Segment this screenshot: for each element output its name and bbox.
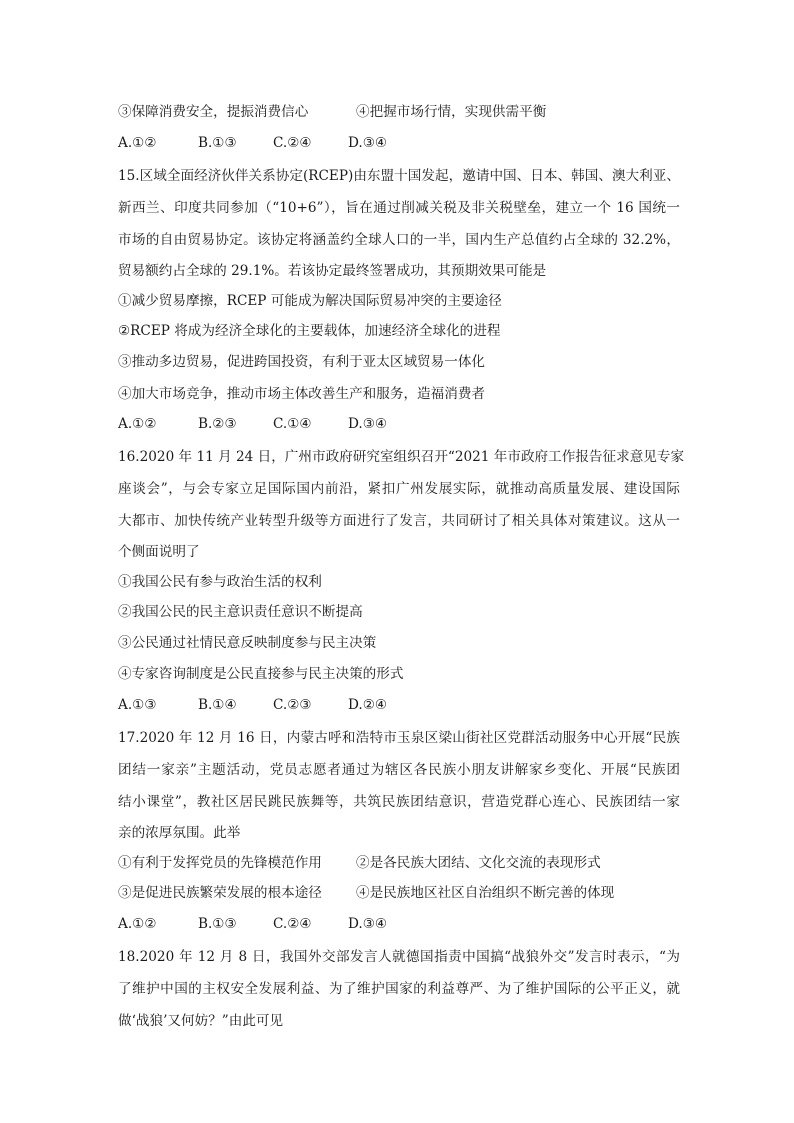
q16-answer-choices bbox=[118, 696, 408, 714]
q14-choice-b[interactable]: B.①③ bbox=[198, 135, 237, 151]
q16-option-2: ②我国公民的民主意识责任意识不断提高 bbox=[118, 604, 363, 620]
q15-choice-a[interactable]: A.①② bbox=[118, 416, 157, 432]
q17-answer-choices bbox=[118, 915, 408, 933]
q17-choice-a[interactable]: A.①② bbox=[118, 916, 157, 932]
q15-stem-line-2: 新西兰、印度共同参加（“10+6”），旨在通过削减关税及非关税壁垒，建立一个 16 国统一 bbox=[118, 200, 680, 216]
q17-stem-line-2: 团结一家亲”主题活动，党员志愿者通过为辖区各民族小朋友讲解家乡变化、开展“民族团 bbox=[118, 762, 680, 778]
q16-stem-line-3: 大都市、加快传统产业转型升级等方面进行了发言，共同研讨了相关具体对策建议。这从一 bbox=[118, 513, 680, 529]
q17-choice-d[interactable]: D.③④ bbox=[348, 916, 388, 932]
q15-stem-line-1: 15.区域全面经济伙伴关系协定(RCEP)由东盟十国发起，邀请中国、日本、韩国、澳大利亚、 bbox=[118, 168, 680, 184]
q17-option-2: ②是各民族大团结、文化交流的表现形式 bbox=[356, 855, 601, 871]
q16-stem-line-1: 16.2020 年 11 月 24 日，广州市政府研究室组织召开“2021 年市政府工作报告征求意见专家 bbox=[118, 449, 685, 465]
q17-option-1: ①有利于发挥党员的先锋模范作用 bbox=[118, 855, 322, 871]
q17-option-3: ③是促进民族繁荣发展的根本途径 bbox=[118, 885, 322, 901]
q17-stem-line-4: 亲的浓厚氛围。此举 bbox=[118, 825, 241, 841]
q14-choice-c[interactable]: C.②④ bbox=[273, 135, 312, 151]
q14-choice-a[interactable]: A.①② bbox=[118, 135, 157, 151]
q17-option-4: ④是民族地区社区自治组织不断完善的体现 bbox=[356, 885, 615, 901]
q18-stem-line-3: 做‘战狼’又何妨？”由此可见 bbox=[118, 1013, 284, 1029]
q15-option-1: ①减少贸易摩擦，RCEP 可能成为解决国际贸易冲突的主要途径 bbox=[118, 293, 502, 309]
q18-stem-line-1: 18.2020 年 12 月 8 日，我国外交部发言人就德国指责中国搞“战狼外交”发言时表示，“为 bbox=[118, 949, 680, 965]
q16-choice-a[interactable]: A.①③ bbox=[118, 697, 157, 713]
q15-stem-line-4: 贸易额约占全球的 29.1%。若该协定最终签署成功，其预期效果可能是 bbox=[118, 263, 547, 279]
q16-option-1: ①我国公民有参与政治生活的权利 bbox=[118, 574, 322, 590]
q17-options-row-1 bbox=[118, 854, 601, 872]
q14-option-3: ③保障消费安全，提振消费信心 bbox=[118, 104, 309, 120]
q16-choice-d[interactable]: D.②④ bbox=[348, 697, 388, 713]
q16-option-4: ④专家咨询制度是公民直接参与民主决策的形式 bbox=[118, 666, 404, 682]
q17-stem-line-3: 结小课堂”，教社区居民跳民族舞等，共筑民族团结意识，营造党群心连心、民族团结一家 bbox=[118, 794, 680, 810]
q16-choice-b[interactable]: B.①④ bbox=[198, 697, 237, 713]
q17-choice-c[interactable]: C.②④ bbox=[273, 916, 312, 932]
q14-option-4: ④把握市场行情，实现供需平衡 bbox=[356, 104, 547, 120]
q14-choice-d[interactable]: D.③④ bbox=[348, 135, 388, 151]
q16-stem-line-2: 座谈会”，与会专家立足国际国内前沿，紧扣广州发展实际，就推动高质量发展、建设国际 bbox=[118, 481, 680, 497]
q15-choice-c[interactable]: C.①④ bbox=[273, 416, 312, 432]
q15-choice-b[interactable]: B.②③ bbox=[198, 416, 237, 432]
q15-option-4: ④加大市场竞争，推动市场主体改善生产和服务，造福消费者 bbox=[118, 386, 486, 402]
q14-options-line bbox=[118, 103, 546, 121]
q16-choice-c[interactable]: C.②③ bbox=[273, 697, 312, 713]
q15-answer-choices bbox=[118, 415, 408, 433]
q15-choice-d[interactable]: D.③④ bbox=[348, 416, 388, 432]
q15-option-2: ②RCEP 将成为经济全球化的主要载体，加速经济全球化的进程 bbox=[118, 323, 501, 339]
q17-options-row-2 bbox=[118, 884, 614, 902]
q15-stem-line-3: 市场的自由贸易协定。该协定将涵盖约全球人口的一半，国内生产总值约占全球的 32.2%， bbox=[118, 232, 680, 248]
q18-stem-line-2: 了维护中国的主权安全发展利益、为了维护国家的利益尊严、为了维护国际的公平正义，就 bbox=[118, 981, 680, 997]
q16-option-3: ③公民通过社情民意反映制度参与民主决策 bbox=[118, 635, 377, 651]
q15-option-3: ③推动多边贸易，促进跨国投资，有利于亚太区域贸易一体化 bbox=[118, 354, 486, 370]
q16-stem-line-4: 个侧面说明了 bbox=[118, 544, 200, 560]
q14-answer-choices bbox=[118, 134, 408, 152]
q17-stem-line-1: 17.2020 年 12 月 16 日，内蒙古呼和浩特市玉泉区梁山街社区党群活动服务中心开展“民族 bbox=[118, 730, 680, 746]
q17-choice-b[interactable]: B.①③ bbox=[198, 916, 237, 932]
